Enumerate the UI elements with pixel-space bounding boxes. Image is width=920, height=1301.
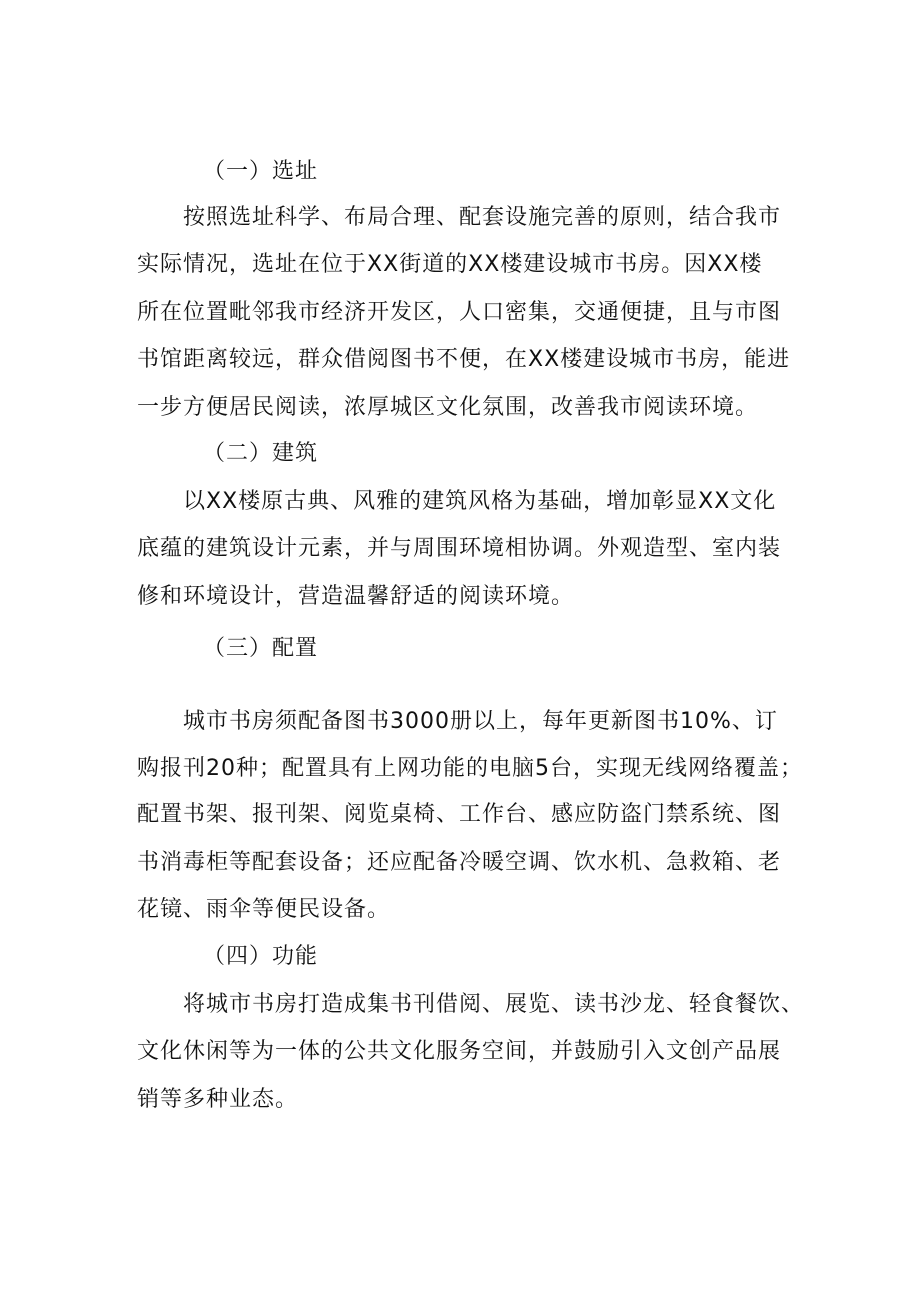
section-heading-configuration: （三）配置 xyxy=(203,636,319,661)
paragraph-line: 将城市书房打造成集书刊借阅、展览、读书沙龙、轻食餐饮、 xyxy=(183,992,805,1017)
paragraph-line: 书消毒柜等配套设备；还应配备冷暖空调、饮水机、急救箱、老 xyxy=(137,850,782,875)
paragraph-line: 购报刊20种；配置具有上网功能的电脑5台，实现无线网络覆盖； xyxy=(137,756,803,781)
paragraph-line: 城市书房须配备图书3000册以上，每年更新图书10%、订 xyxy=(183,709,778,734)
paragraph-line: 实际情况，选址在位于XX街道的XX楼建设城市书房。因XX楼 xyxy=(137,252,763,277)
section-heading-function: （四）功能 xyxy=(203,944,319,969)
section-heading-location: （一）选址 xyxy=(203,159,319,184)
section-heading-architecture: （二）建筑 xyxy=(203,441,319,466)
paragraph-line: 书馆距离较远，群众借阅图书不便，在XX楼建设城市书房，能进 xyxy=(137,347,791,372)
paragraph-line: 花镜、雨伞等便民设备。 xyxy=(137,897,391,922)
paragraph-line: 配置书架、报刊架、阅览桌椅、工作台、感应防盗门禁系统、图 xyxy=(137,802,782,827)
paragraph-line: 一步方便居民阅读，浓厚城区文化氛围，改善我市阅读环境。 xyxy=(137,395,759,420)
paragraph-line: 以XX楼原古典、风雅的建筑风格为基础，增加彰显XX文化 xyxy=(183,489,777,514)
paragraph-line: 文化休闲等为一体的公共文化服务空间，并鼓励引入文创产品展 xyxy=(137,1039,782,1064)
paragraph-line: 底蕴的建筑设计元素，并与周围环境相协调。外观造型、室内装 xyxy=(137,536,782,561)
paragraph-line: 修和环境设计，营造温馨舒适的阅读环境。 xyxy=(137,584,575,609)
paragraph-line: 销等多种业态。 xyxy=(137,1087,299,1112)
paragraph-line: 所在位置毗邻我市经济开发区，人口密集，交通便捷，且与市图 xyxy=(137,300,782,325)
paragraph-line: 按照选址科学、布局合理、配套设施完善的原则，结合我市 xyxy=(183,205,782,230)
